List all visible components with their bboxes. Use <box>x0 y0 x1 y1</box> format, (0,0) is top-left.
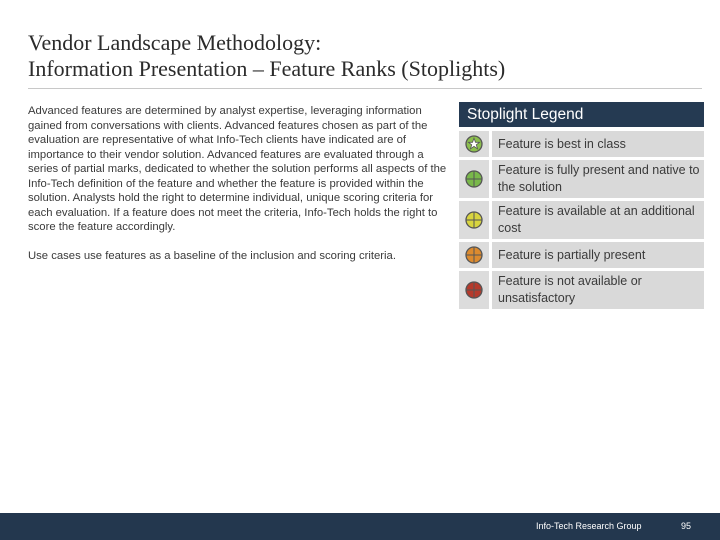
body-text <box>28 104 456 263</box>
legend-icon-cell <box>459 131 489 157</box>
legend-text: Feature is fully present and native to the solution <box>498 163 700 194</box>
legend-icon-cell <box>459 242 489 268</box>
title-divider <box>28 88 702 89</box>
green-light-icon <box>464 169 484 189</box>
legend-header: Stoplight Legend <box>459 102 704 127</box>
body-paragraph-1: Advanced features are determined by analyst expertise, leveraging information gained from conversations with clients. Advanced features chosen as part of the evaluation are representative of what Info-Tech clients have indicated are of importance to their vendor solution. Advanced features are evaluated through a series of partial marks, dedicated to whether the solution performs all aspects of the Info-Tech definition of the feature and whether the feature is provided within the solution. Analysts hold the right to determine individual, unique scoring criteria for each evaluation. If a feature does not meet the criteria, Info-Tech holds the right to score the feature accordingly. <box>28 105 447 233</box>
yellow-light-icon <box>464 210 484 230</box>
legend-row-not-available <box>459 271 704 309</box>
legend-icon-cell <box>459 201 489 239</box>
stoplight-legend <box>459 102 704 312</box>
body-paragraph-2: Use cases use features as a baseline of the inclusion and scoring criteria. <box>28 249 396 262</box>
slide-title-line-2: Information Presentation – Feature Ranks (Stoplights) <box>28 56 506 81</box>
legend-row-partially-present <box>459 242 704 268</box>
slide-title <box>28 30 688 82</box>
legend-text: Feature is best in class <box>498 136 626 151</box>
red-light-icon <box>464 280 484 300</box>
slide-title-line-1: Vendor Landscape Methodology: <box>28 30 322 55</box>
orange-light-icon <box>464 245 484 265</box>
footer-org-name: Info-Tech Research Group <box>536 521 642 531</box>
legend-icon-cell <box>459 271 489 309</box>
footer-bar <box>0 513 720 540</box>
page-number: 95 <box>681 521 692 531</box>
legend-text: Feature is partially present <box>498 247 646 262</box>
legend-icon-cell <box>459 160 489 198</box>
star-circle-icon <box>464 134 484 154</box>
legend-text: Feature is not available or unsatisfactory <box>498 274 642 305</box>
legend-row-best-in-class <box>459 131 704 157</box>
legend-row-fully-present <box>459 160 704 198</box>
legend-text: Feature is available at an additional cost <box>498 204 695 235</box>
legend-row-additional-cost <box>459 201 704 239</box>
